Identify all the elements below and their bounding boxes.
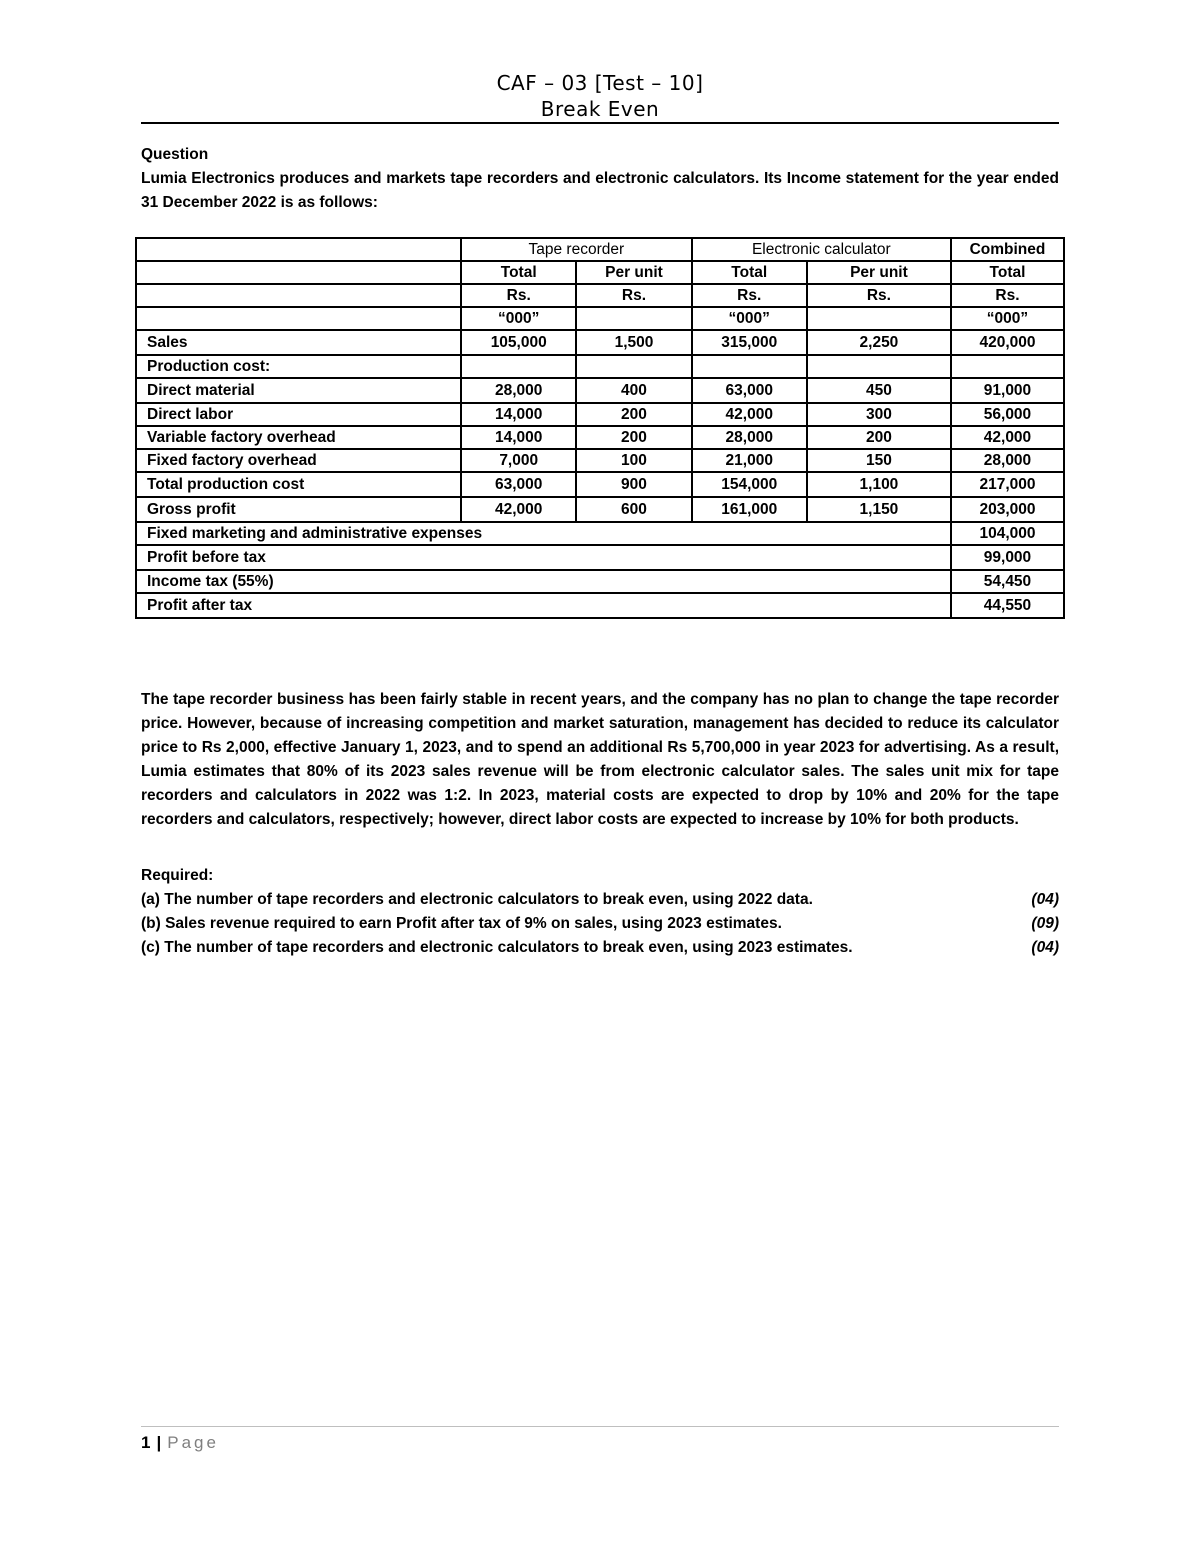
- row-label: Production cost:: [136, 355, 461, 378]
- summary-label: Profit after tax: [136, 593, 951, 618]
- value-cell: 203,000: [951, 497, 1064, 522]
- table-row: [136, 426, 1064, 449]
- footer-divider: [141, 1426, 1059, 1427]
- value-cell: 600: [576, 497, 691, 522]
- page-word: Page: [167, 1433, 219, 1452]
- required-item: [141, 888, 1059, 912]
- value-cell: 63,000: [692, 378, 807, 403]
- value-cell: [951, 355, 1064, 378]
- currency-cell: Rs.: [951, 284, 1064, 307]
- row-label: Total production cost: [136, 472, 461, 497]
- summary-value: 104,000: [951, 522, 1064, 545]
- header-tape-recorder: Tape recorder: [461, 238, 692, 261]
- value-cell: 420,000: [951, 330, 1064, 355]
- required-item: [141, 912, 1059, 936]
- summary-label: Profit before tax: [136, 545, 951, 570]
- table-row: [136, 355, 1064, 378]
- summary-row: [136, 545, 1064, 570]
- unit-cell: “000”: [951, 307, 1064, 330]
- summary-row: [136, 522, 1064, 545]
- table-row: [136, 472, 1064, 497]
- header-electronic-calculator: Electronic calculator: [692, 238, 951, 261]
- required-item: [141, 936, 1059, 960]
- value-cell: [807, 355, 951, 378]
- subheader-cell: Per unit: [807, 261, 951, 284]
- value-cell: 42,000: [692, 403, 807, 426]
- summary-value: 54,450: [951, 570, 1064, 593]
- value-cell: 14,000: [461, 403, 576, 426]
- title-underline: [141, 122, 1059, 124]
- value-cell: 400: [576, 378, 691, 403]
- table-currency-row: [136, 284, 1064, 307]
- value-cell: 161,000: [692, 497, 807, 522]
- value-cell: 200: [807, 426, 951, 449]
- question-section: [141, 143, 1059, 215]
- value-cell: 91,000: [951, 378, 1064, 403]
- unit-cell: “000”: [461, 307, 576, 330]
- document-title: [141, 70, 1059, 122]
- summary-row: [136, 593, 1064, 618]
- summary-value: 99,000: [951, 545, 1064, 570]
- value-cell: 63,000: [461, 472, 576, 497]
- required-label: Required:: [141, 867, 214, 884]
- required-item-marks: (09): [1031, 915, 1059, 932]
- summary-row: [136, 570, 1064, 593]
- row-label: Direct labor: [136, 403, 461, 426]
- value-cell: [576, 355, 691, 378]
- value-cell: 900: [576, 472, 691, 497]
- required-item-text: (b) Sales revenue required to earn Profit after tax of 9% on sales, using 2023 estimates.: [141, 915, 782, 932]
- table-cell: [136, 284, 461, 307]
- value-cell: 1,500: [576, 330, 691, 355]
- row-label: Sales: [136, 330, 461, 355]
- page-number: 1: [141, 1433, 151, 1452]
- value-cell: [692, 355, 807, 378]
- row-label: Gross profit: [136, 497, 461, 522]
- value-cell: 28,000: [951, 449, 1064, 472]
- summary-label: Income tax (55%): [136, 570, 951, 593]
- currency-cell: Rs.: [461, 284, 576, 307]
- title-line-2: Break Even: [540, 97, 660, 121]
- table-cell: [136, 238, 461, 261]
- value-cell: 28,000: [692, 426, 807, 449]
- value-cell: 100: [576, 449, 691, 472]
- unit-cell: [576, 307, 691, 330]
- value-cell: 200: [576, 426, 691, 449]
- table-row: [136, 497, 1064, 522]
- row-label: Direct material: [136, 378, 461, 403]
- value-cell: 450: [807, 378, 951, 403]
- unit-cell: [807, 307, 951, 330]
- value-cell: 56,000: [951, 403, 1064, 426]
- required-item-text: (c) The number of tape recorders and electronic calculators to break even, using 2023 estimates.: [141, 939, 853, 956]
- table-row: [136, 449, 1064, 472]
- page-footer: [141, 1433, 219, 1453]
- currency-cell: Rs.: [576, 284, 691, 307]
- summary-label: Fixed marketing and administrative expenses: [136, 522, 951, 545]
- value-cell: 105,000: [461, 330, 576, 355]
- subheader-cell: Per unit: [576, 261, 691, 284]
- row-label: Fixed factory overhead: [136, 449, 461, 472]
- value-cell: 200: [576, 403, 691, 426]
- value-cell: 315,000: [692, 330, 807, 355]
- required-item-marks: (04): [1031, 939, 1059, 956]
- table-cell: [136, 307, 461, 330]
- table-row: [136, 403, 1064, 426]
- value-cell: 154,000: [692, 472, 807, 497]
- required-item-marks: (04): [1031, 891, 1059, 908]
- question-label: Question: [141, 146, 209, 163]
- subheader-cell: Total: [951, 261, 1064, 284]
- row-label: Variable factory overhead: [136, 426, 461, 449]
- value-cell: 42,000: [951, 426, 1064, 449]
- table-subheader-row: [136, 261, 1064, 284]
- value-cell: 2,250: [807, 330, 951, 355]
- summary-value: 44,550: [951, 593, 1064, 618]
- table-row: [136, 378, 1064, 403]
- value-cell: 28,000: [461, 378, 576, 403]
- table-header-row: [136, 238, 1064, 261]
- currency-cell: Rs.: [807, 284, 951, 307]
- title-line-1: CAF – 03 [Test – 10]: [496, 71, 704, 95]
- scenario-paragraph: The tape recorder business has been fairly stable in recent years, and the company has no plan to change the tape recorder price. However, because of increasing competition and market saturation, management has decided to reduce its calculator price to Rs 2,000, effective January 1, 2023, and to spend an additional Rs 5,700,000 in year 2023 for advertising. As a result, Lumia estimates that 80% of its 2023 sales revenue will be from electronic calculator sales. The sales unit mix for tape recorders and calculators in 2022 was 1:2. In 2023, material costs are expected to drop by 10% and 20% for the tape recorders and calculators, respectively; however, direct labor costs are expected to increase by 10% for both products.: [141, 690, 1059, 828]
- question-intro: Lumia Electronics produces and markets tape recorders and electronic calculators. Its Income statement for the year ended 31 December 2022 is as follows:: [141, 170, 1059, 211]
- income-statement-table: [135, 237, 1065, 619]
- table-thousand-row: [136, 307, 1064, 330]
- value-cell: 42,000: [461, 497, 576, 522]
- value-cell: 150: [807, 449, 951, 472]
- value-cell: 14,000: [461, 426, 576, 449]
- currency-cell: Rs.: [692, 284, 807, 307]
- value-cell: 21,000: [692, 449, 807, 472]
- required-item-text: (a) The number of tape recorders and electronic calculators to break even, using 2022 data.: [141, 891, 813, 908]
- value-cell: 300: [807, 403, 951, 426]
- footer-separator: |: [156, 1433, 162, 1452]
- subheader-cell: Total: [692, 261, 807, 284]
- table-row: [136, 330, 1064, 355]
- header-combined: Combined: [951, 238, 1064, 261]
- table-cell: [136, 261, 461, 284]
- unit-cell: “000”: [692, 307, 807, 330]
- value-cell: 1,150: [807, 497, 951, 522]
- value-cell: 1,100: [807, 472, 951, 497]
- value-cell: [461, 355, 576, 378]
- value-cell: 217,000: [951, 472, 1064, 497]
- value-cell: 7,000: [461, 449, 576, 472]
- subheader-cell: Total: [461, 261, 576, 284]
- required-section: [141, 864, 1059, 960]
